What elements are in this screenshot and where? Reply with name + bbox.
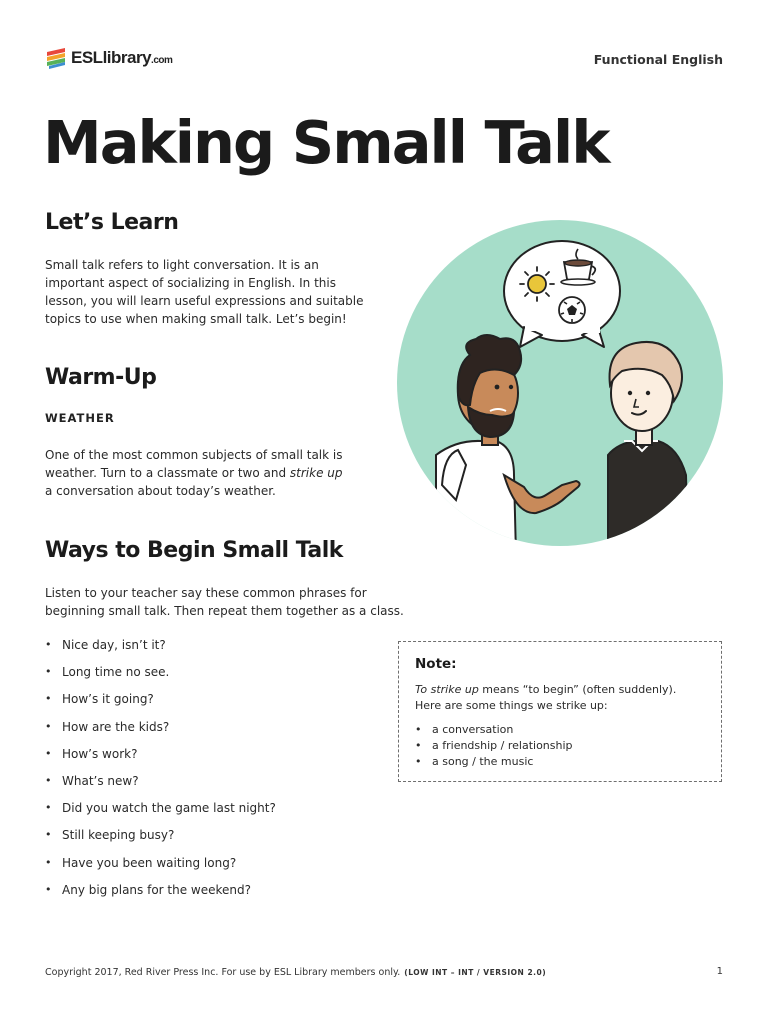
note-title: Note: <box>415 656 457 672</box>
list-item: • Have you been waiting long? <box>45 854 276 881</box>
weather-subheading: WEATHER <box>45 411 115 425</box>
text-line: important aspect of socializing in English. In this <box>45 276 336 290</box>
text-line: Small talk refers to light conversation. It is an <box>45 258 319 272</box>
logo-com: .com <box>151 55 173 66</box>
footer-copyright <box>45 967 546 978</box>
text-line: beginning small talk. Then repeat them together as a class. <box>45 604 404 618</box>
copyright-text: Copyright 2017, Red River Press Inc. For use by ESL Library members only. <box>45 967 401 978</box>
list-item: • a friendship / relationship <box>415 738 705 754</box>
logo-wordmark <box>71 48 172 68</box>
list-item: • What’s new? <box>45 772 276 799</box>
series-label: Functional English <box>593 52 723 67</box>
soccer-ball-icon <box>559 297 585 323</box>
text-line <box>45 464 342 482</box>
page-title: Making Small Talk <box>43 108 609 177</box>
text-line: topics to use when making small talk. Let’s begin! <box>45 312 347 326</box>
list-item: • Long time no see. <box>45 663 276 690</box>
list-item: • How’s work? <box>45 745 276 772</box>
page-number: 1 <box>716 966 723 977</box>
list-item: • Did you watch the game last night? <box>45 799 276 826</box>
illustration-two-people-talking <box>396 215 726 555</box>
list-item: • a conversation <box>415 722 705 738</box>
text-line: a conversation about today’s weather. <box>45 484 276 498</box>
ways-paragraph <box>45 584 404 620</box>
warm-up-paragraph <box>45 446 342 500</box>
phrases-list <box>45 636 276 908</box>
note-box <box>398 641 722 782</box>
lets-learn-paragraph <box>45 256 364 328</box>
list-item: • Still keeping busy? <box>45 826 276 853</box>
text-line: Listen to your teacher say these common phrases for <box>45 586 367 600</box>
text-line: lesson, you will learn useful expressions and suitable <box>45 294 364 308</box>
note-text <box>415 682 705 714</box>
text-run: weather. Turn to a classmate or two and <box>45 466 290 480</box>
lets-learn-heading: Let’s Learn <box>45 210 179 235</box>
list-item: • How are the kids? <box>45 718 276 745</box>
list-item: • Nice day, isn’t it? <box>45 636 276 663</box>
logo-library: library <box>102 48 152 67</box>
strike-up-emphasis: strike up <box>289 466 343 480</box>
version-text: (LOW INT – INT / VERSION 2.0) <box>404 968 547 977</box>
logo-stripes-icon <box>45 46 67 70</box>
note-list <box>415 722 705 770</box>
warm-up-heading: Warm-Up <box>45 365 157 390</box>
text-run: Here are some things we strike up: <box>415 699 608 712</box>
text-run: means “to begin” (often suddenly). <box>478 683 677 696</box>
ways-heading: Ways to Begin Small Talk <box>45 538 343 563</box>
list-item: • How’s it going? <box>45 690 276 717</box>
list-item: • Any big plans for the weekend? <box>45 881 276 908</box>
note-emphasis: To strike up <box>415 683 479 696</box>
text-line: One of the most common subjects of small talk is <box>45 448 343 462</box>
esl-library-logo <box>45 45 172 71</box>
list-item: • a song / the music <box>415 754 705 770</box>
logo-esl: ESL <box>71 48 103 67</box>
